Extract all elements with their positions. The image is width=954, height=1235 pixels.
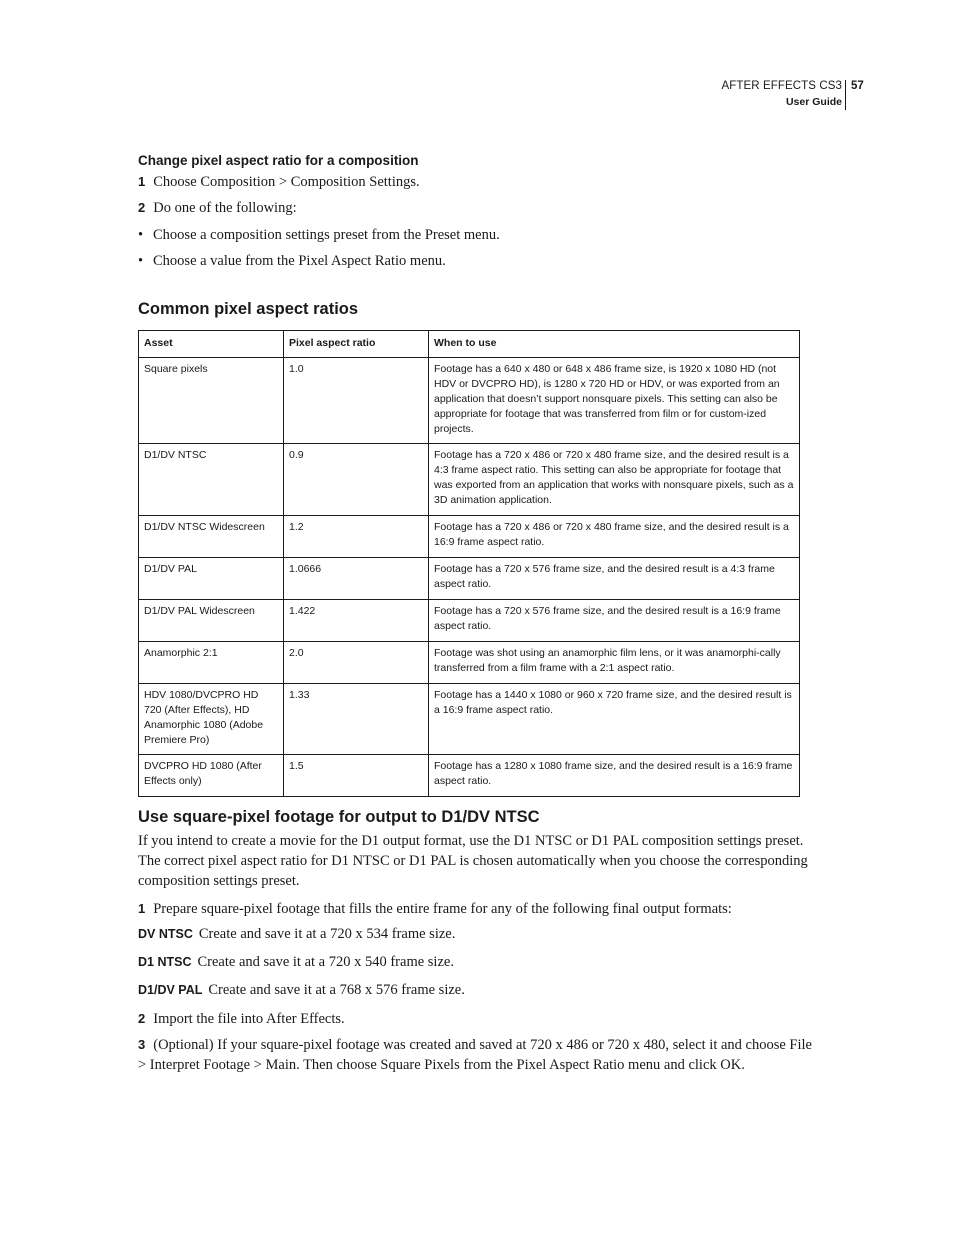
step-text: Prepare square-pixel footage that fills the entire frame for any of the following final output formats: — [153, 901, 732, 917]
product-name: AFTER EFFECTS CS3 — [721, 80, 842, 92]
format-term-item — [138, 980, 818, 1000]
column-header-ratio: Pixel aspect ratio — [284, 331, 429, 358]
format-term: D1/DV PAL — [138, 983, 203, 997]
table-row — [139, 516, 800, 558]
bullet-item — [138, 251, 818, 271]
cell-use: Footage has a 1440 x 1080 or 960 x 720 frame size, and the desired result is a 16:9 frame aspect ratio. — [429, 684, 800, 755]
bullet-item — [138, 225, 818, 245]
square-step-2 — [138, 1009, 818, 1029]
header-divider — [845, 80, 846, 110]
column-header-use: When to use — [429, 331, 800, 358]
step-number: 2 — [138, 200, 146, 215]
intro-paragraph: If you intend to create a movie for the D1 output format, use the D1 NTSC or D1 PAL composition settings preset. The correct pixel aspect ratio for D1 NTSC or D1 PAL is chosen automatically when you choose the corresponding composition settings preset. — [138, 833, 808, 889]
cell-use: Footage has a 640 x 480 or 648 x 486 frame size, is 1920 x 1080 HD (not HDV or DVCPRO HD), is 1280 x 720 HD or HDV, or was exported from an application that doesn’t support nonsquare pixels. This setting can also be appropriate for footage that was transferred from film or for custom-ized projects. — [429, 358, 800, 444]
step-text: Do one of the following: — [153, 200, 297, 216]
section-heading-square-pixel: Use square-pixel footage for output to D1/DV NTSC — [138, 808, 540, 826]
cell-use: Footage has a 720 x 576 frame size, and the desired result is a 4:3 frame aspect ratio. — [429, 558, 800, 600]
cell-ratio: 1.0666 — [284, 558, 429, 600]
procedure-title: Change pixel aspect ratio for a composition — [138, 153, 419, 168]
format-description: Create and save it at a 768 x 576 frame size. — [208, 982, 465, 998]
square-step-1 — [138, 899, 818, 919]
table-header-row — [139, 331, 800, 358]
cell-ratio: 2.0 — [284, 642, 429, 684]
step-text: Import the file into After Effects. — [153, 1011, 345, 1027]
step-number: 2 — [138, 1011, 146, 1026]
bullet-icon: • — [138, 253, 144, 269]
table-row — [139, 642, 800, 684]
procedure-step-1 — [138, 172, 818, 192]
cell-use: Footage has a 720 x 486 or 720 x 480 frame size, and the desired result is a 16:9 frame aspect ratio. — [429, 516, 800, 558]
bullet-text: Choose a composition settings preset from the Preset menu. — [153, 227, 500, 243]
guide-name: User Guide — [785, 96, 842, 108]
section-heading-ratios: Common pixel aspect ratios — [138, 300, 359, 318]
running-header — [0, 78, 954, 114]
column-header-asset: Asset — [139, 331, 284, 358]
cell-ratio: 1.422 — [284, 600, 429, 642]
page-number: 57 — [851, 80, 864, 92]
cell-ratio: 1.0 — [284, 358, 429, 444]
format-term: D1 NTSC — [138, 955, 192, 969]
cell-asset: Anamorphic 2:1 — [139, 642, 284, 684]
format-description: Create and save it at a 720 x 540 frame size. — [197, 954, 454, 970]
format-term: DV NTSC — [138, 927, 193, 941]
cell-asset: DVCPRO HD 1080 (After Effects only) — [139, 755, 284, 797]
table-row — [139, 684, 800, 755]
cell-asset: D1/DV PAL Widescreen — [139, 600, 284, 642]
table-row — [139, 358, 800, 444]
step-text: Choose Composition > Composition Settings. — [153, 174, 420, 190]
cell-ratio: 1.5 — [284, 755, 429, 797]
step-text: (Optional) If your square-pixel footage was created and saved at 720 x 486 or 720 x 480, select it and choose File > Interpret Footage > Main. Then choose Square Pixels from the Pixel Aspect Ratio menu and click OK. — [138, 1037, 812, 1073]
table-row — [139, 600, 800, 642]
bullet-icon: • — [138, 227, 144, 243]
table-row — [139, 558, 800, 600]
cell-use: Footage has a 1280 x 1080 frame size, and the desired result is a 16:9 frame aspect ratio. — [429, 755, 800, 797]
cell-asset: HDV 1080/DVCPRO HD 720 (After Effects), HD Anamorphic 1080 (Adobe Premiere Pro) — [139, 684, 284, 755]
table-row — [139, 444, 800, 516]
table-row — [139, 755, 800, 797]
format-description: Create and save it at a 720 x 534 frame size. — [198, 926, 456, 942]
step-number: 3 — [138, 1037, 146, 1052]
step-number: 1 — [138, 174, 146, 189]
cell-ratio: 0.9 — [284, 444, 429, 516]
cell-ratio: 1.33 — [284, 684, 429, 755]
cell-asset: Square pixels — [139, 358, 284, 444]
bullet-text: Choose a value from the Pixel Aspect Ratio menu. — [153, 253, 446, 269]
aspect-ratio-table — [138, 330, 800, 797]
cell-use: Footage was shot using an anamorphic film lens, or it was anamorphi-cally transferred from a film frame with a 2:1 aspect ratio. — [429, 642, 800, 684]
format-term-item — [138, 952, 818, 972]
cell-asset: D1/DV NTSC Widescreen — [139, 516, 284, 558]
square-step-3 — [138, 1035, 818, 1075]
format-term-item — [138, 924, 818, 944]
cell-use: Footage has a 720 x 576 frame size, and the desired result is a 16:9 frame aspect ratio. — [429, 600, 800, 642]
cell-use: Footage has a 720 x 486 or 720 x 480 frame size, and the desired result is a 4:3 frame aspect ratio. This setting can also be appropriate for footage that was exported from an application that works with nonsquare pixels, such as a 3D animation application. — [429, 444, 800, 516]
running-header-text — [721, 78, 842, 110]
procedure-step-2 — [138, 198, 818, 218]
cell-ratio: 1.2 — [284, 516, 429, 558]
step-number: 1 — [138, 901, 146, 916]
cell-asset: D1/DV PAL — [139, 558, 284, 600]
cell-asset: D1/DV NTSC — [139, 444, 284, 516]
